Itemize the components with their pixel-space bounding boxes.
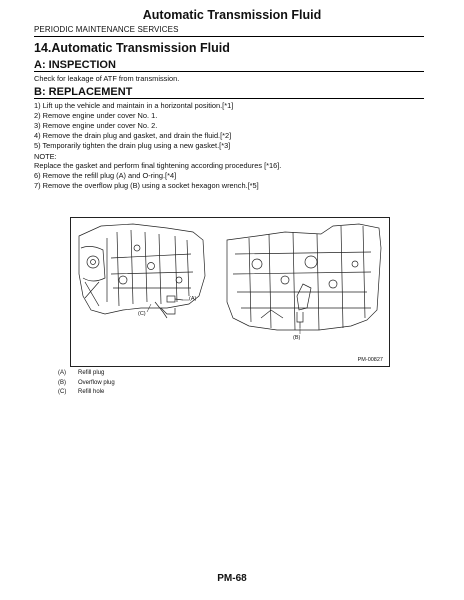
note-text: Replace the gasket and perform final tightening according procedures [*16]. [34, 161, 282, 170]
callout-c: (C) [138, 311, 146, 317]
transmission-illustration [71, 218, 389, 366]
legend-item [58, 369, 115, 379]
legend-text: Refill hole [78, 389, 105, 395]
replacement-rule [34, 98, 424, 99]
replacement-steps-after [34, 171, 259, 191]
legend-key: (B) [58, 379, 66, 386]
header-rule [34, 36, 424, 37]
step-item: 4) Remove the drain plug and gasket, and drain the fluid.[*2] [34, 131, 232, 140]
step-item: 3) Remove engine under cover No. 2. [34, 121, 158, 130]
step-item: 5) Temporarily tighten the drain plug using a new gasket.[*3] [34, 141, 231, 150]
page-number: PM-68 [217, 573, 247, 584]
note-label: NOTE: [34, 152, 57, 161]
step-item: 6) Remove the refill plug (A) and O-ring.[*4] [34, 171, 177, 180]
figure-legend [58, 369, 115, 398]
header-title: Automatic Transmission Fluid [142, 8, 322, 22]
header-section: PERIODIC MAINTENANCE SERVICES [34, 25, 179, 34]
step-item: 2) Remove engine under cover No. 1. [34, 111, 158, 120]
legend-key: (A) [58, 370, 66, 376]
step-item: 1) Lift up the vehicle and maintain in a horizontal position.[*1] [34, 101, 234, 110]
legend-item [58, 388, 115, 398]
inspection-heading: A: INSPECTION [34, 59, 116, 71]
legend-text: Refill plug [78, 370, 105, 376]
callout-b: (B) [293, 335, 301, 341]
inspection-rule [34, 71, 424, 72]
legend-text: Overflow plug [78, 379, 115, 386]
inspection-text: Check for leakage of ATF from transmission. [34, 74, 180, 83]
replacement-heading: B: REPLACEMENT [34, 86, 133, 98]
illustration-figure [70, 217, 390, 367]
callout-a: (A) [189, 296, 197, 302]
legend-item [58, 379, 115, 389]
step-item: 7) Remove the overflow plug (B) using a socket hexagon wrench.[*5] [34, 181, 259, 190]
figure-code: PM-00827 [357, 357, 383, 363]
replacement-steps [34, 101, 233, 151]
section-title: 14.Automatic Transmission Fluid [34, 41, 230, 55]
legend-key: (C) [58, 389, 67, 395]
